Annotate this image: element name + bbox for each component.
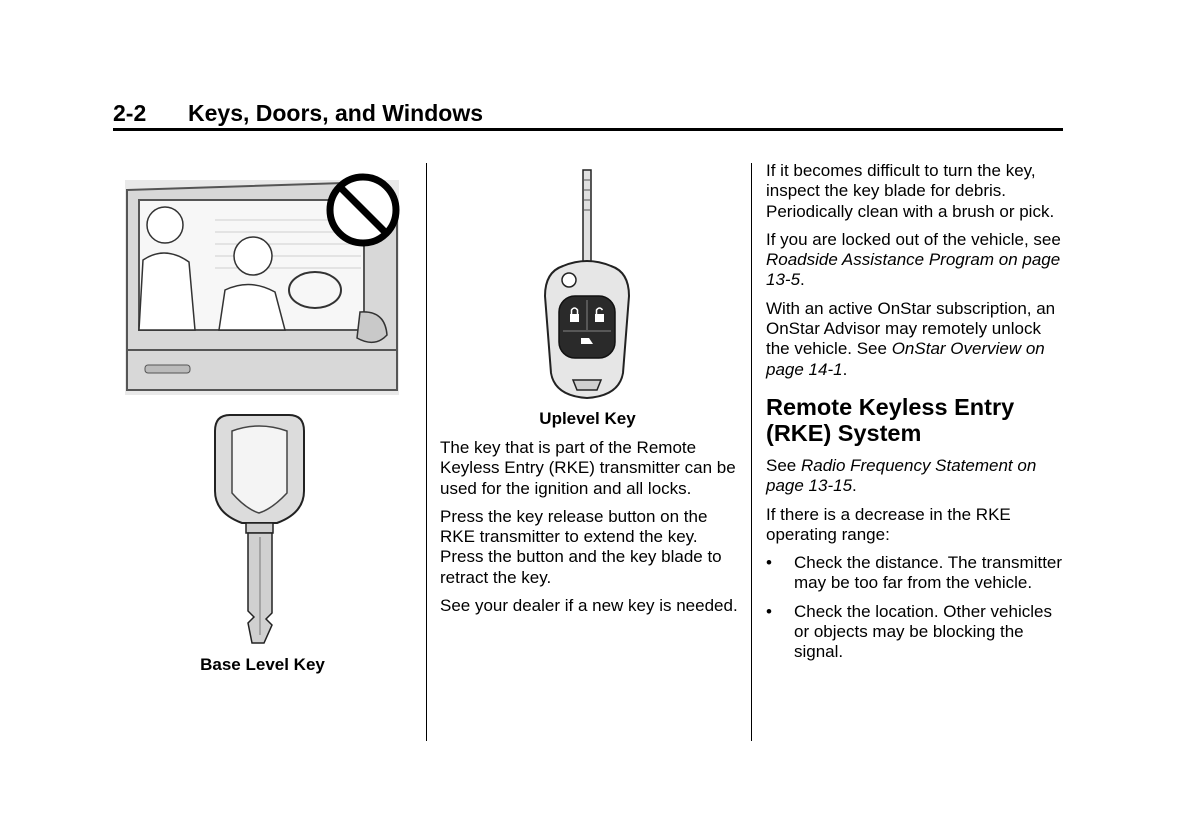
bullet-marker: •	[766, 601, 772, 621]
paragraph: With an active OnStar subscription, an OnStar Advisor may remotely unlock the vehicle. See OnStar Overview on page 14-1.	[766, 298, 1056, 379]
uplevel-key-transmitter-illustration	[543, 168, 633, 403]
page-header	[113, 100, 1063, 133]
paragraph: Press the key release button on the RKE transmitter to extend the key. Press the button and the key blade to retract the key.	[440, 506, 722, 587]
paragraph: If there is a decrease in the RKE operating range:	[766, 504, 1011, 544]
paragraph: The key that is part of the Remote Keyless Entry (RKE) transmitter can be used for the ignition and all locks.	[440, 438, 736, 498]
base-level-key-caption: Base Level Key	[200, 655, 325, 674]
paragraph: If it becomes difficult to turn the key, inspect the key blade for debris. Periodically clean with a brush or pick.	[766, 161, 1055, 221]
bullet-marker: •	[766, 553, 772, 573]
section-heading-rke: Remote Keyless Entry (RKE) System	[766, 393, 1015, 446]
uplevel-key-caption: Uplevel Key	[539, 409, 636, 428]
cross-reference: OnStar Overview on page 14-1	[766, 339, 1045, 379]
cross-reference: Roadside Assistance Program on page 13-5	[766, 250, 1061, 290]
column-right-text	[766, 161, 1066, 671]
paragraph: See your dealer if a new key is needed.	[440, 596, 738, 616]
column-divider-right	[751, 163, 752, 741]
column-middle-text	[440, 438, 740, 624]
paragraph: See Radio Frequency Statement on page 13-15.	[766, 455, 1037, 496]
section-title: Keys, Doors, and Windows	[188, 100, 484, 126]
list-item: • Check the location. Other vehicles or objects may be blocking the signal.	[766, 601, 1052, 662]
list-item: • Check the distance. The transmitter may be too far from the vehicle.	[766, 553, 1063, 593]
cross-reference: Radio Frequency Statement on page 13-15	[766, 455, 1037, 496]
paragraph: If you are locked out of the vehicle, see Roadside Assistance Program on page 13-5.	[766, 229, 1061, 290]
header-rule	[113, 128, 1063, 131]
column-divider-left	[426, 163, 427, 741]
child-in-vehicle-warning-illustration	[125, 170, 401, 395]
page-number: 2-2	[113, 100, 147, 126]
base-level-key-illustration	[212, 413, 307, 648]
